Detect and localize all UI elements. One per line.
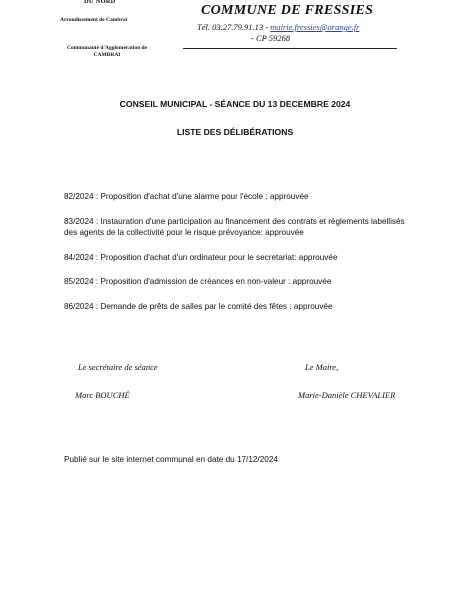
header-divider xyxy=(183,48,397,49)
deliberation-item: 86/2024 : Demande de prêts de salles par le comité des fêtes : approuvée xyxy=(64,302,333,312)
commune-title: COMMUNE DE FRESSIES xyxy=(201,3,374,18)
deliberation-item: 85/2024 : Proposition d'admission de créances en non-valeur : approuvée xyxy=(64,277,332,287)
phone-text: Tél. 03.27.79.91.13 - xyxy=(197,22,269,32)
email-link[interactable]: mairie.fressies@orange.fr xyxy=(270,22,360,32)
session-title: CONSEIL MUNICIPAL - SÉANCE DU 13 DECEMBRE 2024 xyxy=(119,99,351,109)
deliberation-list xyxy=(64,191,409,326)
secretary-role: Le secrétaire de séance xyxy=(78,362,158,372)
deliberation-item: 83/2024 : Instauration d'une participation au financement des contrats et règlements labellisés des agents de la collectivité pour le risque prévoyance: approuvée xyxy=(64,216,405,237)
deliberation-item: 82/2024 : Proposition d'achat d'une alarme pour l'école : approuvée xyxy=(64,192,309,201)
mayor-role: Le Maire, xyxy=(305,362,339,372)
agglomeration-name: Communauté d'Agglomération de CAMBRAI xyxy=(66,45,148,58)
arrondissement-name: Arrondissement de Cambrai xyxy=(60,17,128,23)
secretary-name: Marc BOUCHÉ xyxy=(75,390,130,400)
list-title: LISTE DES DÉLIBÉRATIONS xyxy=(176,127,294,137)
department-name: DU NORD xyxy=(84,0,116,5)
contact-line xyxy=(197,22,359,32)
mayor-name: Marie-Danièle CHEVALIER xyxy=(298,390,396,400)
deliberation-item: 84/2024 : Proposition d'achat d'un ordinateur pour le secretariat: approuvée xyxy=(64,252,338,262)
publication-note: Publié sur le site internet communal en date du 17/12/2024 xyxy=(64,455,278,464)
postcode-text: - CP 59268 xyxy=(251,33,291,43)
